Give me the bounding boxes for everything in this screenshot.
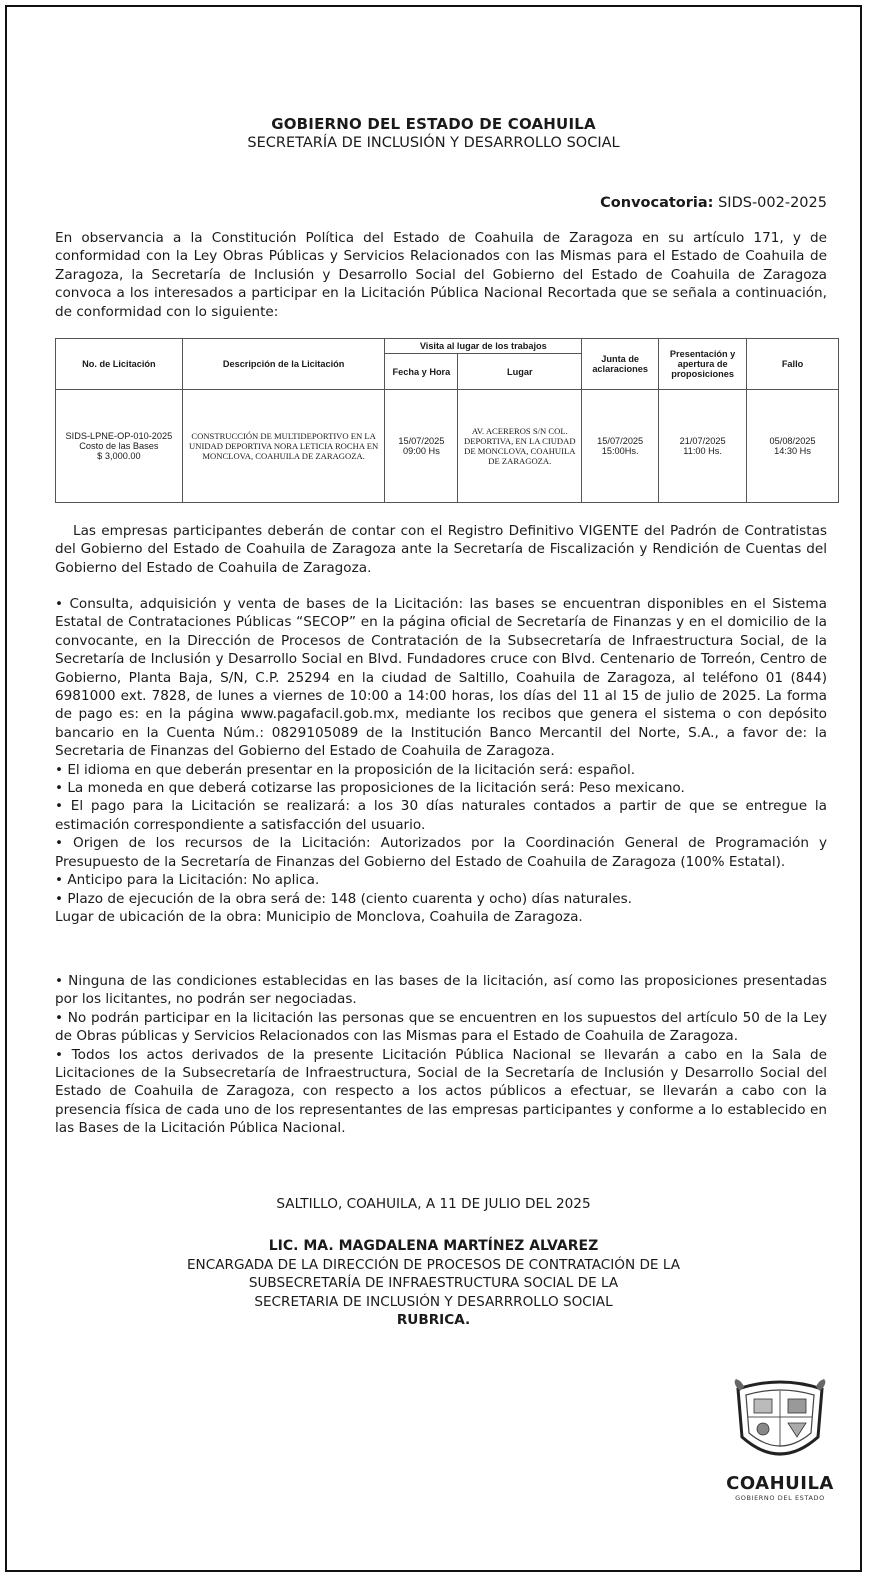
signer-title-line: SUBSECRETARÍA DE INFRAESTRUCTURA SOCIAL DE LA [248,1275,619,1292]
list-item: • El pago para la Licitación se realizará: a los 30 días naturales contados a partir de que se entregue la estimación correspondiente a satisfacción del usuario. [55,798,827,833]
presentacion-fecha: 21/07/2025 [679,436,726,446]
header-presentacion: Presentación y apertura de proposiciones [659,339,747,390]
state-seal-icon [732,1379,828,1467]
document-header [7,115,860,151]
document-page [5,5,862,1572]
brand-text: COAHUILA [726,1473,834,1494]
list-item: • La moneda en que deberá cotizarse las proposiciones de la licitación será: Peso mexicano. [55,780,685,797]
cell-lugar: AV. ACEREROS S/N COL. DEPORTIVA, EN LA CIUDAD DE MONCLOVA, COAHUILA DE ZARAGOZA. [458,390,582,503]
licitacion-number: SIDS-LPNE-OP-010-2025 [65,431,173,441]
header-visita: Visita al lugar de los trabajos [385,339,582,354]
header-descripcion: Descripción de la Licitación [182,339,385,390]
registro-paragraph: Las empresas participantes deberán de contar con el Registro Definitivo VIGENTE del Padrón de Contratistas del Gobierno del Estado de Coahuila de Zaragoza ante la Secretaría de Fiscalización y Rendición de Cuentas del Gobierno del Estado de Coahuila de Zaragoza. [55,523,827,576]
signer-name: LIC. MA. MAGDALENA MARTÍNEZ ALVAREZ [268,1238,599,1254]
convocatoria-label: Convocatoria: [600,195,714,211]
signature-block [7,1237,860,1330]
signer-title-line: SECRETARIA DE INCLUSIÓN Y DESARRROLLO SOCIAL [254,1293,613,1310]
list-item: • El idioma en que deberán presentar en la proposición de la licitación será: español. [55,761,636,778]
rubrica-label: RUBRICA. [396,1312,471,1329]
list-item: • Anticipo para la Licitación: No aplica. [55,872,320,889]
header-fecha-hora: Fecha y Hora [385,354,458,390]
cell-no-licitacion [56,390,183,503]
visita-fecha: 15/07/2025 [398,436,445,446]
convocatoria-number [600,195,827,211]
intro-paragraph: En observancia a la Constitución Política del Estado de Coahuila de Zaragoza en su artículo 171, y de conformidad con la Ley Obras Públicas y Servicios Relacionados con las Mismas para el Estado de Coahuila de Zaragoza, la Secretaría de Inclusión y Desarrollo Social del Gobierno del Estado de Coahuila de Zaragoza convoca a los interesados a participar en la Licitación Pública Nacional Recortada que se señala a continuación, de conformidad con lo siguiente: [55,230,827,320]
list-item: • Origen de los recursos de la Licitación: Autorizados por la Coordinación General de Programación y Presupuesto de la Secretaría de Finanzas del Gobierno del Estado de Coahuila de Zaragoza (100% Estatal). [55,835,827,870]
convocatoria-value: SIDS-002-2025 [718,195,827,211]
fallo-fecha: 05/08/2025 [769,436,816,446]
costo-label: Costo de las Bases [79,441,159,451]
costo-value: $ 3,000.00 [97,451,141,461]
government-heading: GOBIERNO DEL ESTADO DE COAHUILA [271,115,596,133]
list-item: • Plazo de ejecución de la obra será de: 148 (ciento cuarenta y ocho) días naturales. [55,890,632,907]
coahuila-logo [725,1379,835,1502]
conditions-list [55,595,827,926]
table-row [56,390,839,503]
header-no-licitacion: No. de Licitación [56,339,183,390]
visita-hora: 09:00 Hs [403,446,440,456]
list-item: • Consulta, adquisición y venta de bases de la Licitación: las bases se encuentran disponibles en el Sistema Estatal de Contrataciones Públicas “SECOP” en la página oficial de Secretaría de Finanzas y en el domicilio de la convocante, en la Dirección de Procesos de Contratación de la Subsecretaría de Infraestructura Social, de la Secretaría de Inclusión y Desarrollo Social en Blvd. Fundadores cruce con Blvd. Centenario de Torreón, Centro de Gobierno, Planta Baja, S/N, C.P. 25294 en la ciudad de Saltillo, Coahuila de Zaragoza, al teléfono 01 (844) 6981000 ext. 7828, de lunes a viernes de 10:00 a 14:00 horas, los días del 11 al 15 de julio de 2025. La forma de pago es: en la página www.pagafacil.gob.mx, mediante los recibos que genera el sistema o con depósito bancario en la Cuenta Núm.: 0829105089 de la Institución Banco Mercantil del Norte, S.A., a favor de: la Secretaria de Finanzas del Gobierno del Estado de Coahuila de Zaragoza. [55,596,827,760]
cell-descripcion: CONSTRUCCIÓN DE MULTIDEPORTIVO EN LA UNIDAD DEPORTIVA NORA LETICIA ROCHA EN MONCLOVA, COAHUILA DE ZARAGOZA. [182,390,385,503]
place-date: SALTILLO, COAHUILA, A 11 DE JULIO DEL 2025 [276,1196,591,1212]
list-item: • Ninguna de las condiciones establecidas en las bases de la licitación, así como las proposiciones presentadas por los licitantes, no podrán ser negociadas. [55,973,827,1008]
cell-presentacion [659,390,747,503]
licitacion-table [55,338,839,503]
presentacion-hora: 11:00 Hs. [683,446,722,456]
junta-hora: 15:00Hs. [601,446,639,456]
list-item: • Todos los actos derivados de la presente Licitación Pública Nacional se llevarán a cabo en la Sala de Licitaciones de la Subsecretaría de Infraestructura, Social de la Secretaría de Inclusión y Desarrollo Social del Estado de Coahuila de Zaragoza, con respecto a los actos públicos a efectuar, se llevarán a cabo con la presencia física de cada uno de los representantes de las empresas participantes y conforme a lo establecido en las Bases de la Licitación Pública Nacional. [55,1046,827,1137]
cell-fallo [747,390,839,503]
list-item: Lugar de ubicación de la obra: Municipio de Monclova, Coahuila de Zaragoza. [55,908,583,925]
cell-visita-fecha [385,390,458,503]
list-item: • No podrán participar en la licitación las personas que se encuentren en los supuestos del artículo 50 de la Ley de Obras públicas y Servicios Relacionados con las Mismas para el Estado de Coahuila de Zaragoza. [55,1009,827,1045]
header-fallo: Fallo [747,339,839,390]
brand-subtitle: GOBIERNO DEL ESTADO [735,1494,825,1502]
restrictions-list [55,972,827,1138]
cell-junta [582,390,659,503]
header-lugar: Lugar [458,354,582,390]
junta-fecha: 15/07/2025 [597,436,644,446]
fallo-hora: 14:30 Hs [774,446,811,456]
signer-title-line: ENCARGADA DE LA DIRECCIÓN DE PROCESOS DE CONTRATACIÓN DE LA [186,1256,681,1273]
header-junta: Junta de aclaraciones [582,339,659,390]
secretariat-heading: SECRETARÍA DE INCLUSIÓN Y DESARROLLO SOCIAL [247,135,620,151]
